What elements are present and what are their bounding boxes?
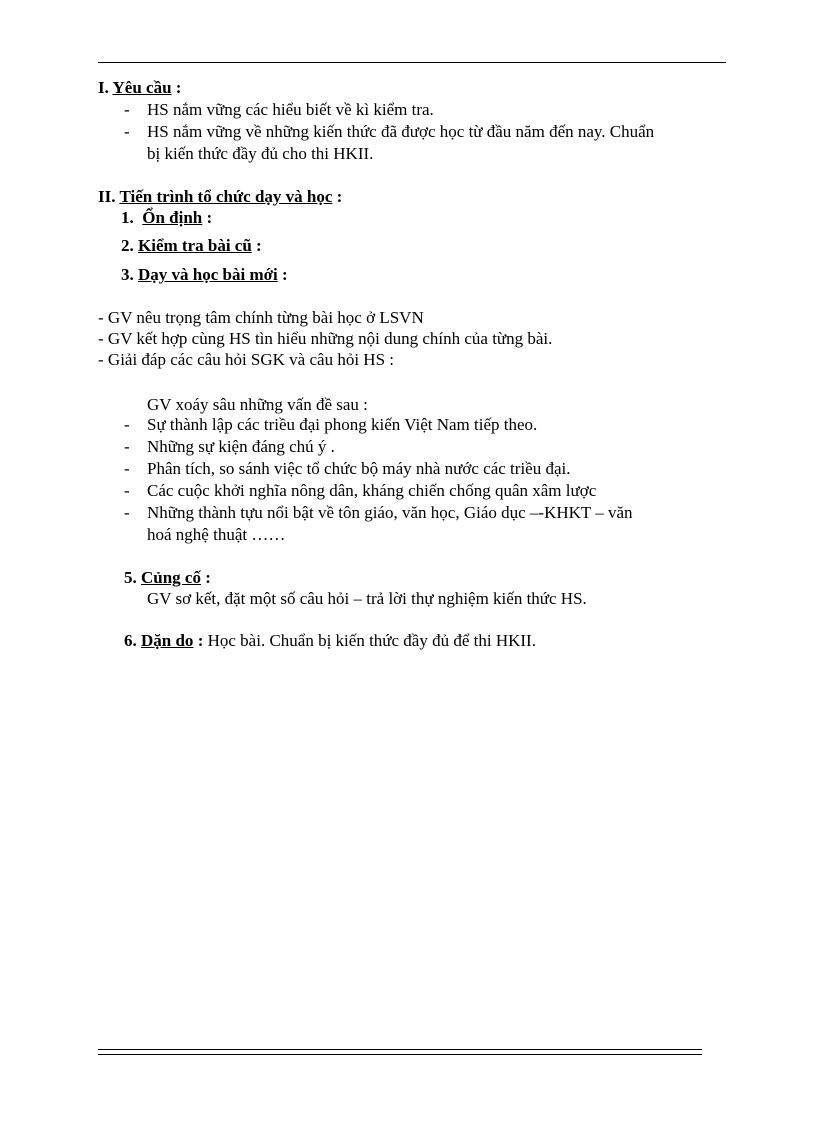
step-number: 3. — [121, 265, 134, 284]
section1-item-continuation: bị kiến thức đầy đủ cho thi HKII. — [147, 144, 374, 163]
step-2 — [121, 235, 262, 257]
step-colon: : — [205, 568, 211, 587]
step-title: Dặn do — [141, 631, 194, 650]
bottom-rule — [98, 1049, 702, 1055]
bullet-dash: - — [124, 459, 130, 478]
step-colon: : — [256, 236, 262, 255]
section2-colon: : — [336, 187, 343, 206]
section1-heading — [98, 77, 181, 99]
activity-line: - GV nêu trọng tâm chính từng bài học ở LSVN — [98, 308, 424, 327]
step-title: Dạy và học bài mới — [138, 265, 278, 284]
section1-item: HS nắm vững các hiểu biết về kì kiểm tra. — [147, 100, 434, 119]
step-number: 5. — [124, 568, 137, 587]
step-colon: : — [282, 265, 288, 284]
focus-item: Phân tích, so sánh việc tổ chức bộ máy nhà nước các triều đại. — [147, 459, 571, 478]
bullet-dash: - — [124, 503, 130, 522]
step6-text: Học bài. Chuẩn bị kiến thức đầy đủ để thi HKII. — [207, 631, 536, 650]
section1-number: I. — [98, 78, 109, 97]
section1-item: HS nắm vững về những kiến thức đã được học từ đầu năm đến nay. Chuẩn — [147, 122, 655, 141]
step-title: Kiểm tra bài cũ — [138, 236, 252, 255]
focus-item: Sự thành lập các triều đại phong kiến Việt Nam tiếp theo. — [147, 415, 538, 434]
bullet-dash: - — [124, 437, 130, 456]
step-title: Ổn định — [142, 208, 203, 227]
step-number: 1. — [121, 208, 134, 227]
bullet-dash: - — [124, 122, 130, 141]
section1-colon: : — [175, 78, 182, 97]
section2-heading — [98, 186, 342, 208]
activity-line: - Giải đáp các câu hỏi SGK và câu hỏi HS : — [98, 350, 394, 369]
top-rule — [98, 62, 726, 63]
step-6 — [124, 630, 536, 652]
step5-text: GV sơ kết, đặt một số câu hỏi – trả lời thự nghiệm kiến thức HS. — [147, 589, 587, 608]
step-title: Củng cố — [141, 568, 201, 587]
focus-item: Những sự kiện đáng chú ý . — [147, 437, 335, 456]
step-3 — [121, 264, 288, 286]
step-colon: : — [206, 208, 213, 227]
focus-item: Những thành tựu nổi bật về tôn giáo, văn học, Giáo dục –-KHKT – văn — [147, 503, 633, 522]
section2-title: Tiến trình tổ chức dạy và học — [119, 187, 333, 206]
focus-item-continuation: hoá nghệ thuật …… — [147, 525, 286, 544]
section1-title: Yêu cầu — [112, 78, 172, 97]
activity-line: - GV kết hợp cùng HS tìn hiểu những nội dung chính của từng bài. — [98, 329, 553, 348]
focus-intro: GV xoáy sâu những vấn đề sau : — [147, 395, 368, 414]
step-5 — [124, 567, 211, 589]
focus-item: Các cuộc khởi nghĩa nông dân, kháng chiến chống quân xâm lược — [147, 481, 597, 500]
step-number: 2. — [121, 236, 134, 255]
step-colon: : — [197, 631, 204, 650]
step-number: 6. — [124, 631, 137, 650]
bullet-dash: - — [124, 481, 130, 500]
step-1 — [121, 207, 212, 229]
section2-number: II. — [98, 187, 116, 206]
bullet-dash: - — [124, 100, 130, 119]
bullet-dash: - — [124, 415, 130, 434]
